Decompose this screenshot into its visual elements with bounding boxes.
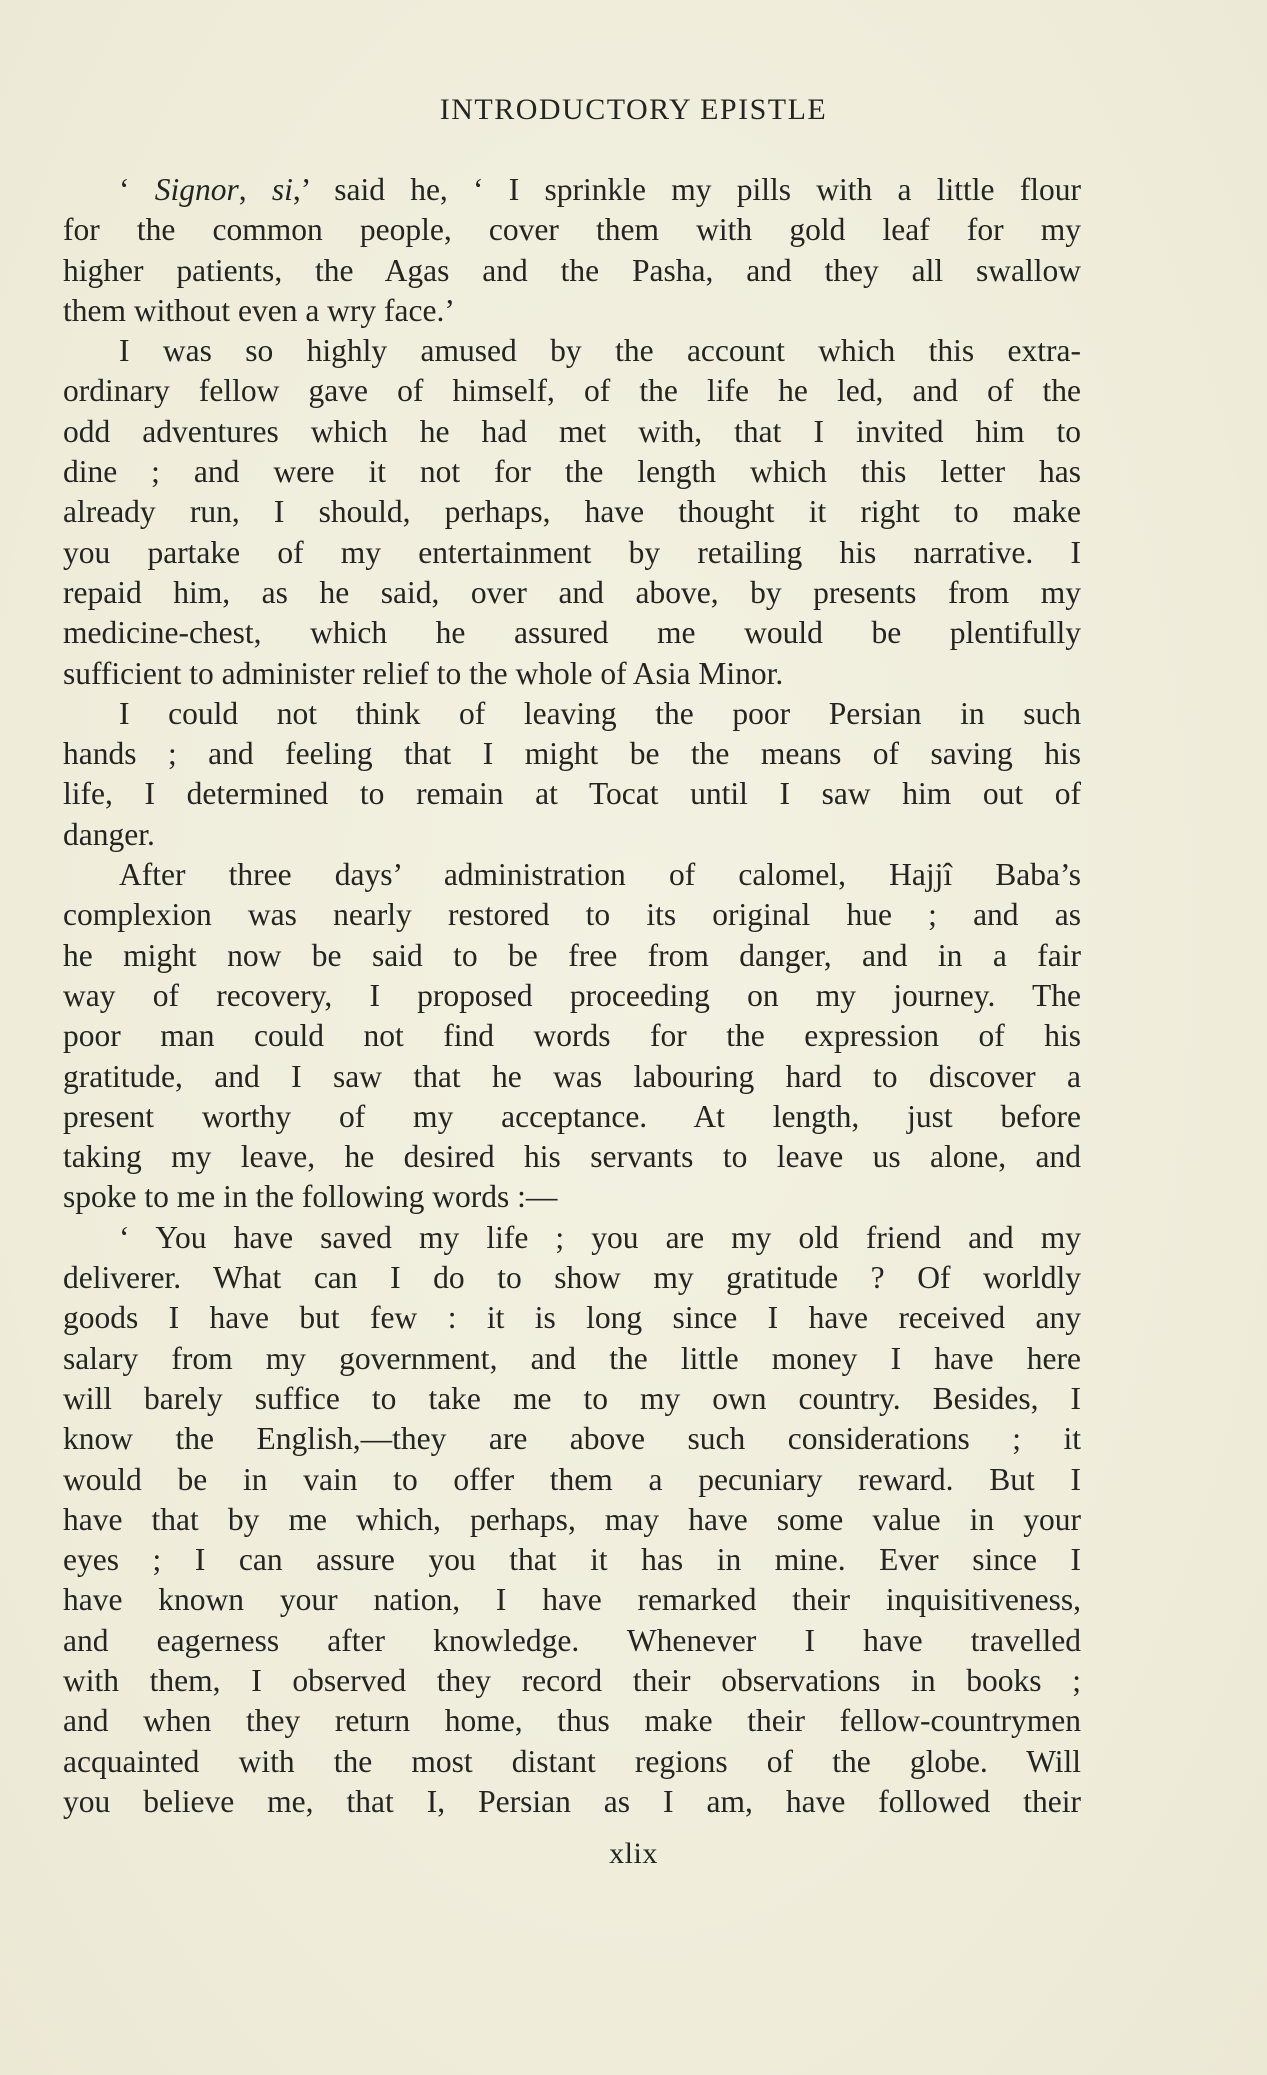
text-line-19: complexion was nearly restored to its original hue ; and as (63, 897, 1081, 933)
text-line-11: repaid him, as he said, over and above, by presents from my (63, 574, 1081, 610)
text-line-22: poor man could not find words for the expression of his (63, 1018, 1081, 1054)
text-line-20: he might now be said to be free from danger, and in a fair (63, 937, 1081, 973)
text-line-24: present worthy of my acceptance. At length, just before (63, 1098, 1081, 1134)
line-remainder: ,’ said he, ‘ I sprinkle my pills with a little flour (292, 172, 1082, 207)
text-line-21: way of recovery, I proposed proceeding on my journey. The (63, 977, 1081, 1013)
italic-si: si (271, 172, 293, 207)
text-line-9: already run, I should, perhaps, have thought it right to make (63, 494, 1081, 530)
text-line-34: have that by me which, perhaps, may have some value in your (63, 1501, 1081, 1537)
text-line-8: dine ; and were it not for the length which this letter has (63, 454, 1081, 490)
text-line-18: After three days’ administration of calomel, Hajjî Baba’s (119, 857, 1081, 893)
text-line-41: you believe me, that I, Persian as I am, have followed their (63, 1783, 1081, 1819)
text-line-17: danger. (63, 816, 155, 852)
page-number: xlix (609, 1837, 658, 1870)
text-line-7: odd adventures which he had met with, that I invited him to (63, 413, 1081, 449)
text-line-40: acquainted with the most distant regions of the globe. Will (63, 1743, 1081, 1779)
text-line-10: you partake of my entertainment by retailing his narrative. I (63, 534, 1081, 570)
text-line-32: know the English,—they are above such considerations ; it (63, 1421, 1081, 1457)
text-line-25: taking my leave, he desired his servants to leave us alone, and (63, 1139, 1081, 1175)
text-line-5: I was so highly amused by the account which this extra- (119, 333, 1081, 369)
text-line-6: ordinary fellow gave of himself, of the life he led, and of the (63, 373, 1081, 409)
text-line-26: spoke to me in the following words :— (63, 1179, 558, 1215)
text-line-12: medicine-chest, which he assured me would be plentifully (63, 615, 1081, 651)
text-line-4: them without even a wry face.’ (63, 292, 455, 328)
comma: , (238, 172, 272, 207)
text-line-2: for the common people, cover them with gold leaf for my (63, 212, 1081, 248)
text-line-16: life, I determined to remain at Tocat until I saw him out of (63, 776, 1081, 812)
text-line-28: deliverer. What can I do to show my gratitude ? Of worldly (63, 1260, 1081, 1296)
text-line-3: higher patients, the Agas and the Pasha, and they all swallow (63, 252, 1081, 288)
text-line-36: have known your nation, I have remarked their inquisitiveness, (63, 1582, 1081, 1618)
text-line-39: and when they return home, thus make their fellow-countrymen (63, 1703, 1081, 1739)
text-line-1 (63, 170, 1081, 210)
text-line-27: ‘ You have saved my life ; you are my old friend and my (119, 1219, 1081, 1255)
text-line-23: gratitude, and I saw that he was labouring hard to discover a (63, 1058, 1081, 1094)
text-line-35: eyes ; I can assure you that it has in mine. Ever since I (63, 1542, 1081, 1578)
text-line-33: would be in vain to offer them a pecuniary reward. But I (63, 1461, 1081, 1497)
text-line-15: hands ; and feeling that I might be the means of saving his (63, 736, 1081, 772)
body-text (63, 170, 1081, 1822)
text-line-31: will barely suffice to take me to my own country. Besides, I (63, 1380, 1081, 1416)
text-line-38: with them, I observed they record their observations in books ; (63, 1662, 1081, 1698)
opening-quote: ‘ (119, 172, 155, 207)
running-head: INTRODUCTORY EPISTLE (439, 93, 828, 126)
text-line-14: I could not think of leaving the poor Persian in such (119, 695, 1081, 731)
text-line-13: sufficient to administer relief to the whole of Asia Minor. (63, 655, 784, 691)
text-line-29: goods I have but few : it is long since I have received any (63, 1300, 1081, 1336)
italic-signor: Signor (154, 172, 239, 207)
text-line-37: and eagerness after knowledge. Whenever I have travelled (63, 1622, 1081, 1658)
text-line-30: salary from my government, and the little money I have here (63, 1340, 1081, 1376)
